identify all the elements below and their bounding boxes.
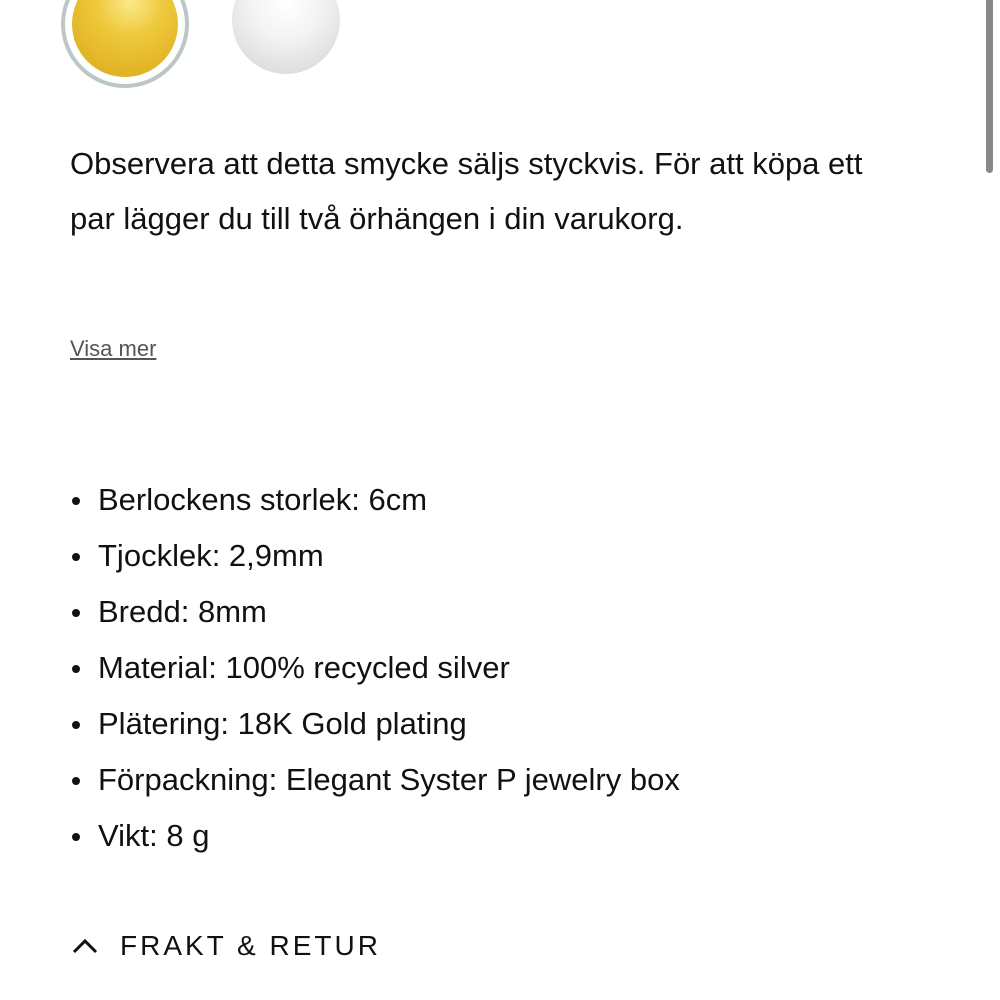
product-description: Observera att detta smycke säljs styckvis. För att köpa ett par lägger du till två örhängen i din varukorg. <box>70 146 863 236</box>
swatch-silver[interactable] <box>232 0 340 74</box>
shipping-returns-accordion[interactable] <box>70 930 381 962</box>
spec-item: Tjocklek: 2,9mm <box>70 528 680 584</box>
spec-item: Förpackning: Elegant Syster P jewelry box <box>70 752 680 808</box>
spec-item: Vikt: 8 g <box>70 808 680 864</box>
spec-item: Berlockens storlek: 6cm <box>70 472 680 528</box>
show-more-link[interactable]: Visa mer <box>70 336 157 361</box>
gold-swatch-image <box>72 0 178 77</box>
spec-item: Bredd: 8mm <box>70 584 680 640</box>
scrollbar[interactable] <box>986 0 993 173</box>
chevron-up-icon <box>70 936 100 956</box>
spec-item: Plätering: 18K Gold plating <box>70 696 680 752</box>
accordion-label: FRAKT & RETUR <box>120 930 381 961</box>
spec-list <box>70 472 680 864</box>
spec-item: Material: 100% recycled silver <box>70 640 680 696</box>
swatch-gold[interactable] <box>61 0 189 88</box>
